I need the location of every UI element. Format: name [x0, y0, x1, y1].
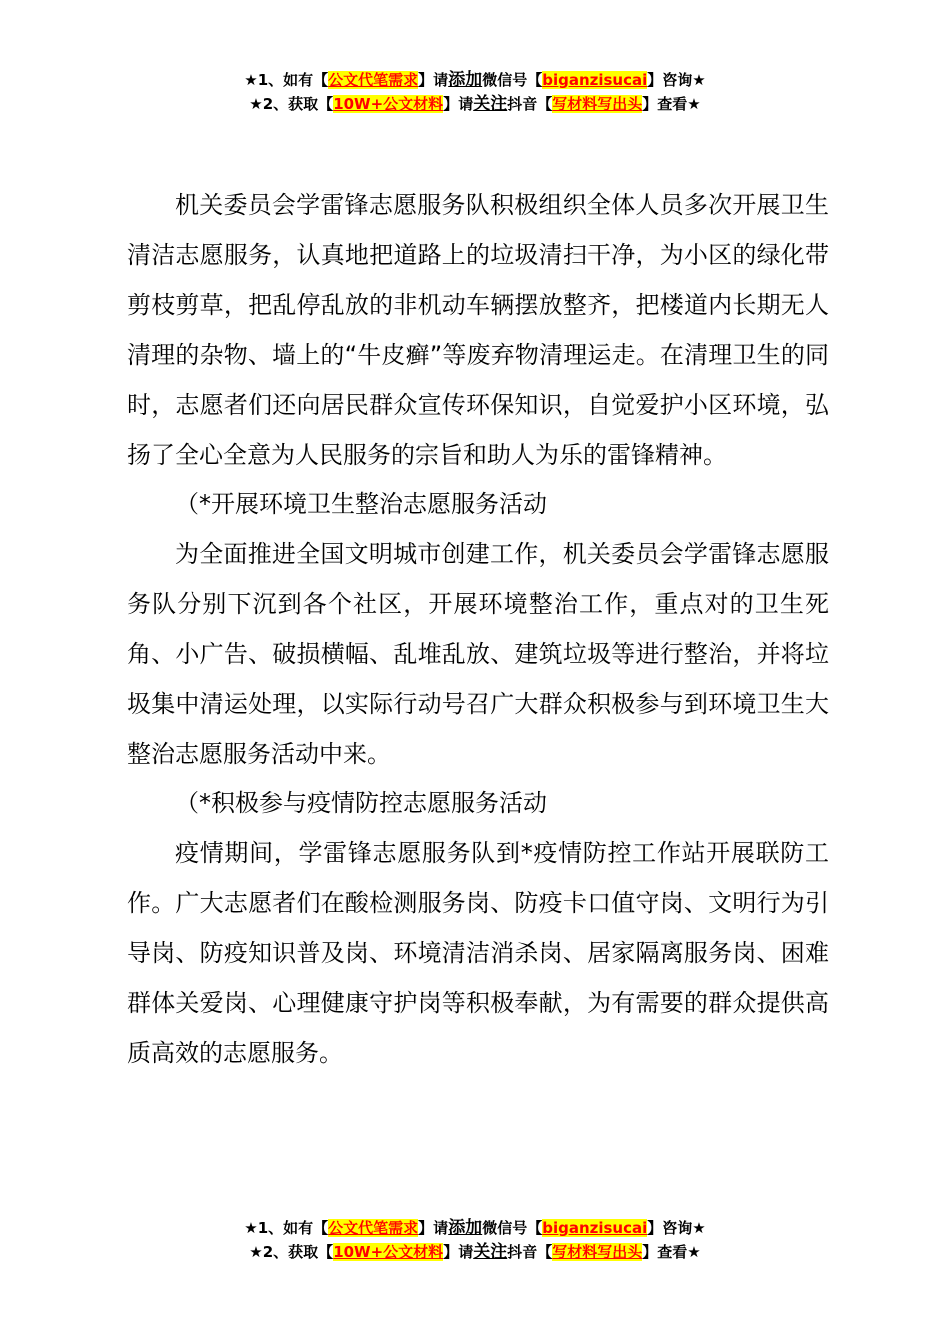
- footer-line1-prefix: ★1、如有【: [244, 1219, 329, 1237]
- header-line2-emphasis: 关注: [473, 94, 508, 114]
- header-line2-prefix: ★2、获取【: [249, 95, 334, 113]
- header-line1-emphasis: 添加: [448, 70, 483, 90]
- header-line2-mid2: 抖音【: [507, 95, 553, 113]
- footer-notice: [0, 1216, 950, 1264]
- header-line2-suffix: 】查看★: [642, 95, 701, 113]
- footer-line1-highlight-wechat: biganzisucai: [542, 1219, 648, 1237]
- header-line2-highlight-douyin: 写材料写出头: [552, 95, 643, 113]
- footer-notice-line-1: [0, 1216, 950, 1240]
- footer-line2-mid2: 抖音【: [507, 1243, 553, 1261]
- header-line1-mid: 】请: [418, 71, 449, 89]
- footer-line2-emphasis: 关注: [473, 1242, 508, 1262]
- header-line1-prefix: ★1、如有【: [244, 71, 329, 89]
- header-line1-highlight-wechat: biganzisucai: [542, 71, 648, 89]
- footer-line1-mid2: 微信号【: [482, 1219, 543, 1237]
- header-notice-line-1: [0, 68, 950, 92]
- header-line1-mid2: 微信号【: [482, 71, 543, 89]
- header-line1-highlight-service: 公文代笔需求: [328, 71, 419, 89]
- footer-line1-emphasis: 添加: [448, 1218, 483, 1238]
- section-heading-environment: （*开展环境卫生整治志愿服务活动: [175, 490, 547, 518]
- footer-line2-highlight-douyin: 写材料写出头: [552, 1243, 643, 1261]
- footer-line1-highlight-service: 公文代笔需求: [328, 1219, 419, 1237]
- footer-line1-mid: 】请: [418, 1219, 449, 1237]
- footer-line2-prefix: ★2、获取【: [249, 1243, 334, 1261]
- section-heading-epidemic: （*积极参与疫情防控志愿服务活动: [175, 789, 547, 817]
- header-notice: [0, 68, 950, 116]
- footer-line2-mid: 】请: [443, 1243, 474, 1261]
- document-body: [127, 180, 829, 1078]
- header-line1-suffix: 】咨询★: [647, 71, 706, 89]
- footer-notice-line-2: [0, 1240, 950, 1264]
- paragraph-environment-rectification: 为全面推进全国文明城市创建工作，机关委员会学雷锋志愿服务队分别下沉到各个社区，开展环境整治工作，重点对的卫生死角、小广告、破损横幅、乱堆乱放、建筑垃圾等进行整治，并将垃圾集中清运处理，以实际行动号召广大群众积极参与到环境卫生大整治志愿服务活动中来。: [127, 540, 829, 768]
- header-line2-highlight-materials: 10W+公文材料: [333, 95, 444, 113]
- header-notice-line-2: [0, 92, 950, 116]
- footer-line2-suffix: 】查看★: [642, 1243, 701, 1261]
- footer-line1-suffix: 】咨询★: [647, 1219, 706, 1237]
- paragraph-cleaning-service: 机关委员会学雷锋志愿服务队积极组织全体人员多次开展卫生清洁志愿服务，认真地把道路上的垃圾清扫干净，为小区的绿化带剪枝剪草，把乱停乱放的非机动车辆摆放整齐，把楼道内长期无人清理的杂物、墙上的“牛皮癣”等废弃物清理运走。在清理卫生的同时，志愿者们还向居民群众宣传环保知识，自觉爱护小区环境，弘扬了全心全意为人民服务的宗旨和助人为乐的雷锋精神。: [127, 191, 829, 469]
- paragraph-epidemic-prevention: 疫情期间，学雷锋志愿服务队到*疫情防控工作站开展联防工作。广大志愿者们在酸检测服务岗、防疫卡口值守岗、文明行为引导岗、防疫知识普及岗、环境清洁消杀岗、居家隔离服务岗、困难群体关爱岗、心理健康守护岗等积极奉献，为有需要的群众提供高质高效的志愿服务。: [127, 839, 829, 1067]
- footer-line2-highlight-materials: 10W+公文材料: [333, 1243, 444, 1261]
- header-line2-mid: 】请: [443, 95, 474, 113]
